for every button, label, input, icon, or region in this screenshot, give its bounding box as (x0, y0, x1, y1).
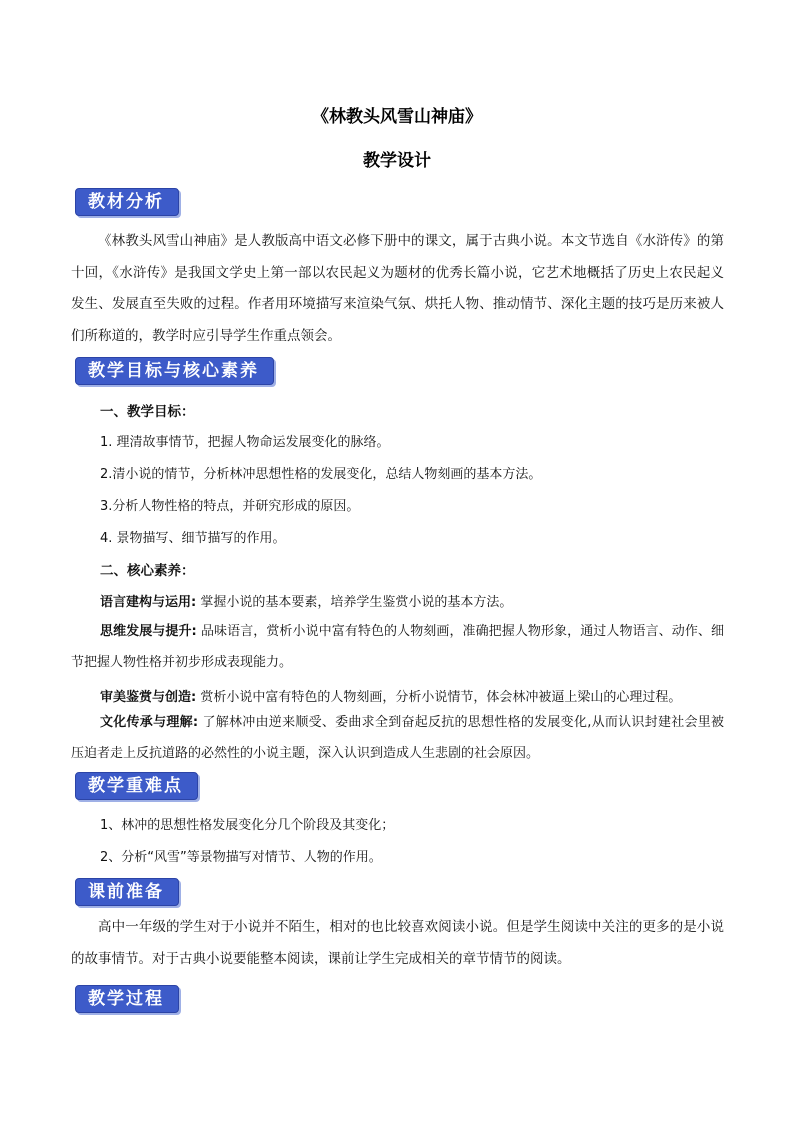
document-subtitle: 教学设计 (363, 151, 431, 171)
goal-item-2: 2.清小说的情节，分析林冲思想性格的发展变化，总结人物刻画的基本方法。 (100, 467, 542, 482)
core-item-culture (71, 707, 724, 769)
core-item-thinking (71, 616, 724, 678)
goals-heading: 一、教学目标： (100, 404, 195, 420)
section-badge-goals: 教学目标与核心素养 (75, 357, 274, 385)
core-item-culture-label: 文化传承与理解: (100, 715, 199, 730)
textbook-analysis-paragraph (71, 226, 724, 352)
core-literacy-heading: 二、核心素养： (100, 563, 195, 579)
goal-item-4: 4. 景物描写、细节描写的作用。 (100, 531, 286, 546)
core-item-language (100, 591, 512, 610)
section-badge-key-points: 教学重难点 (75, 772, 198, 800)
key-point-2: 2、分析“风雪”等景物描写对情节、人物的作用。 (100, 850, 382, 865)
section-badge-textbook-analysis: 教材分析 (75, 188, 179, 216)
core-item-culture-text: 了解林冲由逆来顺受、委曲求全到奋起反抗的思想性格的发展变化,从而认识封建社会里被压迫者走上反抗道路的必然性的小说主题，深入认识到造成人生悲剧的社会原因。 (71, 715, 725, 761)
document-title: 《林教头风雪山神庙》 (312, 107, 482, 127)
preparation-paragraph (71, 912, 724, 975)
core-item-aesthetic-label: 审美鉴赏与创造: (100, 690, 197, 705)
preparation-text: 高中一年级的学生对于小说并不陌生，相对的也比较喜欢阅读小说。但是学生阅读中关注的更多的是小说的故事情节。对于古典小说要能整本阅读，课前让学生完成相关的章节情节的阅读。 (71, 919, 724, 967)
textbook-analysis-text: 《林教头风雪山神庙》是人教版高中语文必修下册中的课文，属于古典小说。本文节选自《水浒传》的第十回，《水浒传》是我国文学史上第一部以农民起义为题材的优秀长篇小说，它艺术地概括了历史上农民起义发生、发展直至失败的过程。作者用环境描写来渲染气氛、烘托人物、推动情节、深化主题的技巧是历来被人们所称道的，教学时应引导学生作重点领会。 (71, 233, 724, 344)
goal-item-3: 3.分析人物性格的特点，并研究形成的原因。 (100, 499, 360, 514)
section-badge-teaching-process: 教学过程 (75, 985, 179, 1013)
core-item-thinking-label: 思维发展与提升: (100, 624, 197, 639)
core-item-aesthetic-text: 赏析小说中富有特色的人物刻画，分析小说情节，体会林冲被逼上梁山的心理过程。 (196, 690, 682, 705)
core-item-thinking-text: 品味语言，赏析小说中富有特色的人物刻画，准确把握人物形象，通过人物语言、动作、细节把握人物性格并初步形成表现能力。 (71, 624, 724, 670)
core-item-aesthetic (100, 686, 681, 705)
core-item-language-text: 掌握小说的基本要素，培养学生鉴赏小说的基本方法。 (196, 595, 513, 610)
goal-item-1: 1. 理清故事情节，把握人物命运发展变化的脉络。 (100, 435, 390, 450)
key-point-1: 1、林冲的思想性格发展变化分几个阶段及其变化； (100, 818, 395, 833)
core-item-language-label: 语言建构与运用: (100, 595, 197, 610)
section-badge-preparation: 课前准备 (75, 878, 179, 906)
